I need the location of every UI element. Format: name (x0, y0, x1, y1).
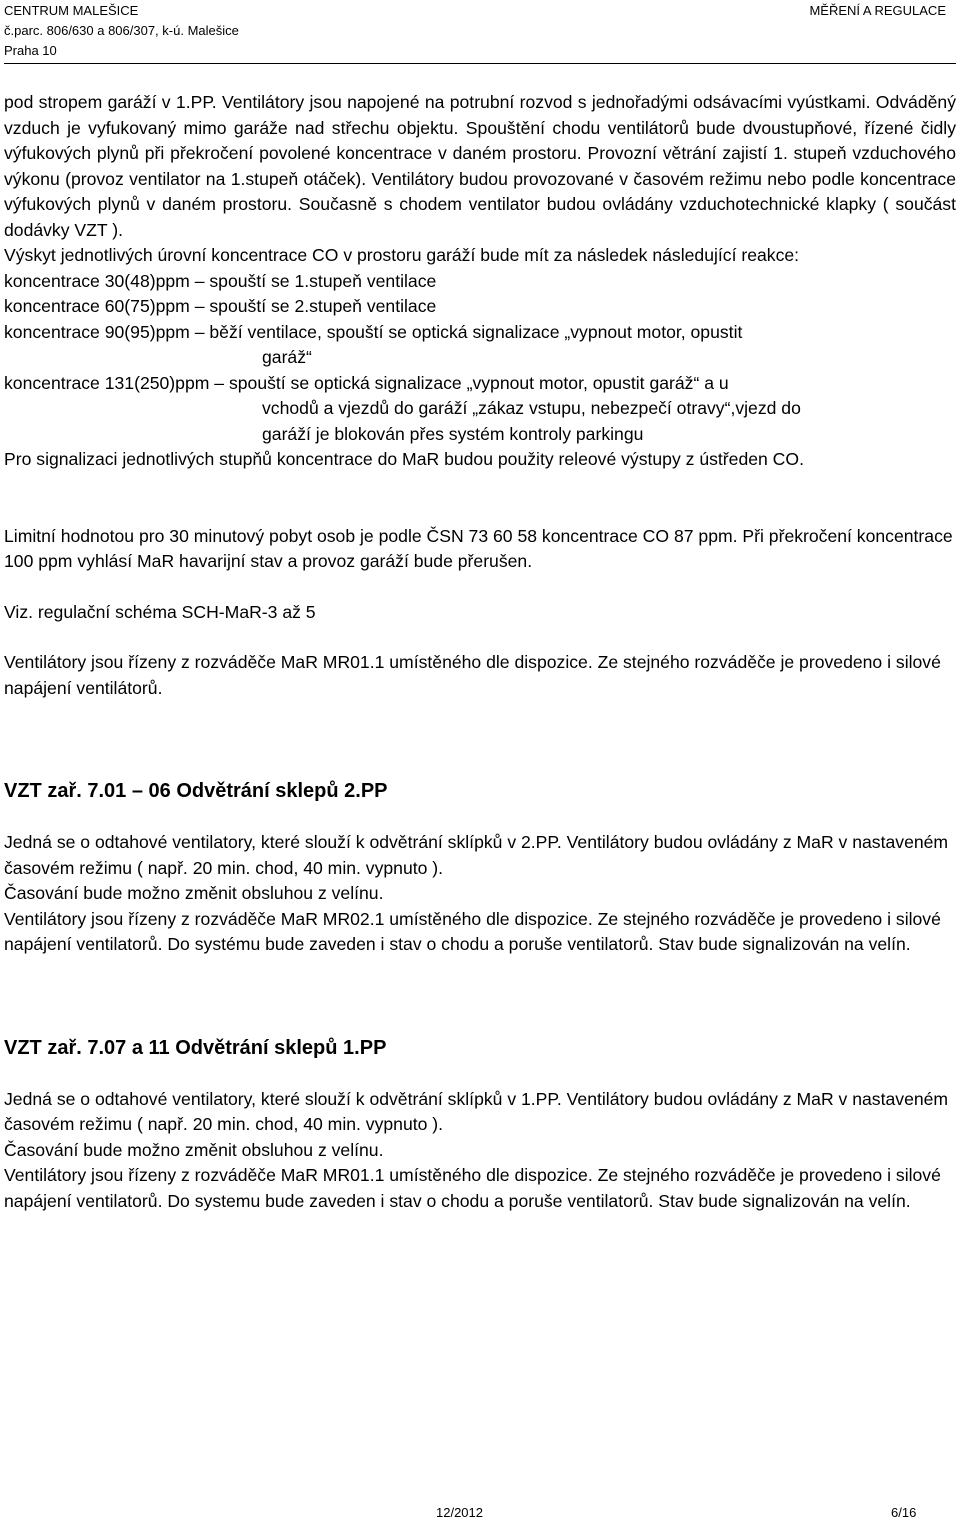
paragraph-co-levels-intro: Výskyt jednotlivých úrovní koncentrace CO v prostoru garáží bude mít za následek následující reakce: (4, 245, 800, 265)
co-concentration-list (4, 269, 956, 448)
co-level-2: koncentrace 60(75)ppm – spouští se 2.stupeň ventilace (4, 296, 437, 316)
paragraph-1pp-switchboard: Ventilátory jsou řízeny z rozváděče MaR MR01.1 umístěného dle dispozice. Ze stejného rozváděče je provedeno i silové napájení ventilatorů. Do systemu bude zaveden i stav o chodu a poruše ventilatorů. Stav bude signalizován na velín. (4, 1165, 941, 1211)
paragraph-signalization: Pro signalizaci jednotlivých stupňů koncentrace do MaR budou použity releové výstupy z ústředen CO. (4, 449, 804, 469)
paragraph-2pp-fans: Jedná se o odtahové ventilatory, které slouží k odvětrání sklípků v 2.PP. Ventilátory budou ovládány z MaR v nastaveném časovém režimu ( např. 20 min. chod, 40 min. vypnuto ). (4, 832, 949, 878)
co-level-3-cont: garáž“ (262, 347, 312, 367)
section-heading-1pp: VZT zař. 7.07 a 11 Odvětrání sklepů 1.PP (4, 1036, 387, 1059)
footer-page-number: 6/16 (891, 1505, 917, 1520)
paragraph-ventilation-intro: pod stropem garáží v 1.PP. Ventilátory jsou napojené na potrubní rozvod s jednořadými odsávacími vyústkami. Odváděný vzduch je vyfukovaný mimo garáže nad střechu objektu. Spouštění chodu ventilátorů bude dvoustupňové, řízené čidly výfukových plynů při překročení povolené koncentrace v daném prostoru. Provozní větrání zajistí 1. stupeň vzduchového výkonu (provoz ventilator na 1.stupeň otáček). Ventilátory budou provozované v časovém režimu nebo podle koncentrace výfukových plynů v daném prostoru. Současně s chodem ventilator budou ovládány vzduchotechnické klapky ( součást dodávky VZT ). (4, 92, 956, 240)
co-level-4: koncentrace 131(250)ppm – spouští se optická signalizace „vypnout motor, opustit garáž“ a u (4, 372, 729, 393)
paragraph-2pp-timing: Časování bude možno změnit obsluhou z velínu. (4, 883, 384, 903)
section-heading-2pp: VZT zař. 7.01 – 06 Odvětrání sklepů 2.PP (4, 780, 388, 802)
document-body (4, 90, 956, 1214)
co-level-4-cont-2: garáží je blokován přes systém kontroly parkingu (262, 423, 644, 444)
co-level-3: koncentrace 90(95)ppm – běží ventilace, spouští se optická signalizace „vypnout motor, opustit (4, 321, 743, 342)
paragraph-1pp-fans: Jedná se o odtahové ventilatory, které slouží k odvětrání sklípků v 1.PP. Ventilátory budou ovládány z MaR v nastaveném časovém režimu ( např. 20 min. chod, 40 min. vypnuto ). (4, 1088, 949, 1134)
paragraph-switchboard-mr01: Ventilátory jsou řízeny z rozváděče MaR MR01.1 umístěného dle dispozice. Ze stejného rozváděče je provedeno i silové napájení ventilátorů. (4, 652, 941, 698)
header-section: MĚŘENÍ A REGULACE (809, 3, 946, 18)
paragraph-1pp-timing: Časování bude možno změnit obsluhou z velínu. (4, 1139, 384, 1160)
paragraph-2pp-switchboard: Ventilátory jsou řízeny z rozváděče MaR MR02.1 umístěného dle dispozice. Ze stejného rozváděče je provedeno i silové napájení ventilatorů. Do systému bude zaveden i stav o chodu a poruše ventilatorů. Stav bude signalizován na velín. (4, 908, 941, 954)
header-left (4, 1, 239, 61)
paragraph-schema-ref: Viz. regulační schéma SCH-MaR-3 až 5 (4, 601, 316, 622)
paragraph-limit-value: Limitní hodnotou pro 30 minutový pobyt osob je podle ČSN 73 60 58 koncentrace CO 87 ppm. Při překročení koncentrace 100 ppm vyhlásí MaR havarijní stav a provoz garáží bude přerušen. (4, 525, 953, 571)
footer-date: 12/2012 (436, 1505, 483, 1520)
header-project: CENTRUM MALEŠICE (4, 3, 139, 18)
co-level-4-cont: vchodů a vjezdů do garáží „zákaz vstupu, nebezpečí otravy“,vjezd do (262, 398, 801, 418)
co-level-1: koncentrace 30(48)ppm – spouští se 1.stupeň ventilace (4, 270, 437, 291)
header-parcel: č.parc. 806/630 a 806/307, k-ú. Malešice (4, 23, 239, 38)
header-divider (4, 63, 956, 64)
header-city: Praha 10 (4, 43, 57, 58)
